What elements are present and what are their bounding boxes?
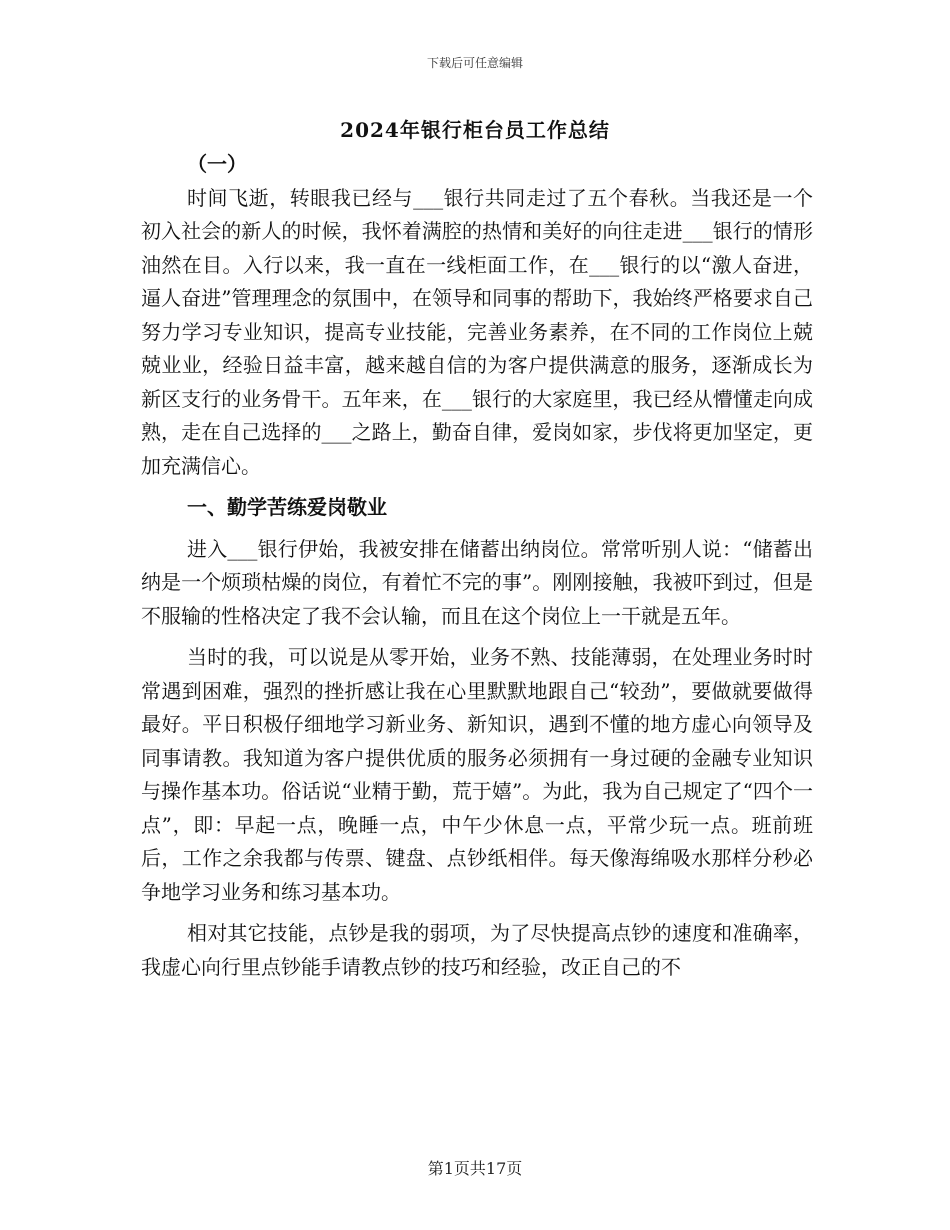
body-paragraph: 进入___银行伊始，我被安排在储蓄出纳岗位。常常听别人说：“储蓄出纳是一个烦琐枯燥的岗位，有着忙不完的事”。刚刚接触，我被吓到过，但是不服输的性格决定了我不会认输，而且在这个岗位上一干就是五年。	[141, 536, 813, 628]
body-paragraph: 相对其它技能，点钞是我的弱项，为了尽快提高点钞的速度和准确率，我虚心向行里点钞能手请教点钞的技巧和经验，改正自己的不	[141, 921, 813, 979]
page-header-note: 下载后可任意编辑	[426, 56, 523, 70]
document-title: 2024年银行柜台员工作总结	[340, 118, 610, 142]
body-paragraph: 当时的我，可以说是从零开始，业务不熟、技能薄弱，在处理业务时时常遇到困难，强烈的挫折感让我在心里默默地跟自己“较劲”，要做就要做得最好。平日积极仔细地学习新业务、新知识，遇到不懂的地方虚心向领导及同事请教。我知道为客户提供优质的服务必须拥有一身过硬的金融专业知识与操作基本功。俗话说“业精于勤，荒于嬉”。为此，我为自己规定了“四个一点”，即：早起一点，晚睡一点，中午少休息一点，平常少玩一点。班前班后，工作之余我都与传票、键盘、点钞纸相伴。每天像海绵吸水那样分秒必争地学习业务和练习基本功。	[141, 645, 813, 904]
section-heading: 一、勤学苦练爱岗敬业	[187, 495, 387, 519]
part-label: （一）	[187, 152, 247, 176]
document-body	[141, 148, 813, 984]
page-number-footer: 第1页共17页	[427, 1159, 523, 1178]
intro-paragraph: 时间飞逝，转眼我已经与___银行共同走过了五个春秋。当我还是一个初入社会的新人的时候，我怀着满腔的热情和美好的向往走进___银行的情形油然在目。入行以来，我一直在一线柜面工作，在___银行的以“激人奋进，逼人奋进”管理理念的氛围中，在领导和同事的帮助下，我始终严格要求自己努力学习专业知识，提高专业技能，完善业务素养，在不同的工作岗位上兢兢业业，经验日益丰富，越来越自信的为客户提供满意的服务，逐渐成长为新区支行的业务骨干。五年来，在___银行的大家庭里，我已经从懵懂走向成熟，走在自己选择的___之路上，勤奋自律，爱岗如家，步伐将更加坚定，更加充满信心。	[141, 185, 813, 478]
